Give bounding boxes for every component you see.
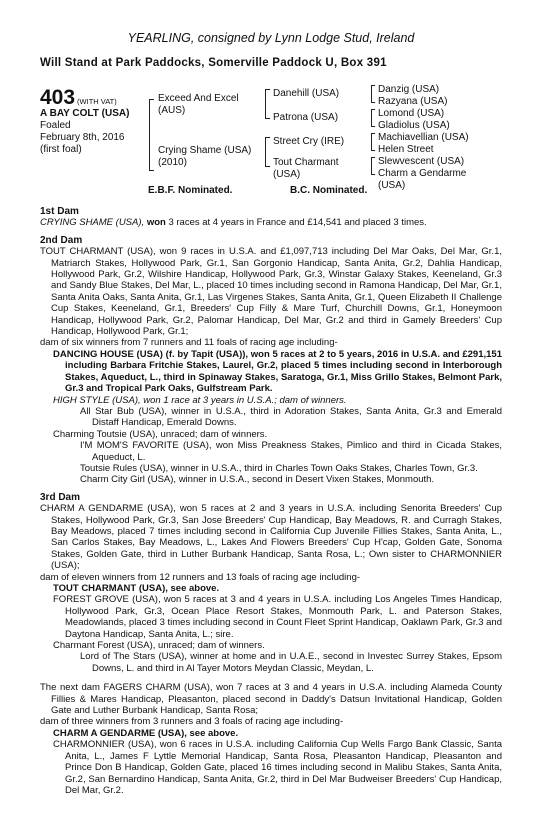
produce-im-moms-favorite: I'M MOM'S FAVORITE (USA), won Miss Preakness Stakes, Pimlico and third in Cicada Stakes, Aqueduct, L. xyxy=(80,440,502,463)
second-dam-produce: dam of six winners from 7 runners and 11 foals of racing age including- xyxy=(40,337,338,349)
pedigree-brace-main xyxy=(149,99,154,171)
pedigree-brace-ggp4 xyxy=(371,157,375,175)
pedigree-ggp: Danzig (USA) xyxy=(378,84,440,95)
produce-charmant-forest: Charmant Forest (USA), unraced; dam of winners. xyxy=(53,640,265,652)
pedigree-dam-dam-country: (USA) xyxy=(273,169,301,180)
produce-record xyxy=(40,206,502,796)
first-foal-note: (first foal) xyxy=(40,144,82,155)
pedigree-ggp: Helen Street xyxy=(378,144,434,155)
produce-forest-grove: FOREST GROVE (USA), won 5 races at 3 and 4 years in U.S.A. including Los Angeles Times Handicap, Hollywood Park, Gr.3, Ocean Place Resort Stakes, Monmouth Park, L. and Paterson Stakes, Meadowlands, placed 3 times including second in Count Fleet Sprint Handicap, Oaklawn Park, Gr.3 and Daytona Handicap, Santa Anita, L.; sire. xyxy=(53,594,502,640)
lot-number: 403 xyxy=(40,86,76,109)
produce-tout-charmant: TOUT CHARMANT (USA), see above. xyxy=(53,583,220,594)
second-dam-heading: 2nd Dam xyxy=(40,234,83,246)
pedigree-ggp: (USA) xyxy=(378,180,406,191)
pedigree-dam-year: (2010) xyxy=(158,157,187,168)
pedigree-sire-country: (AUS) xyxy=(158,105,186,116)
pedigree-ggp: Charm a Gendarme xyxy=(378,168,467,179)
produce-high-style: HIGH STYLE (USA), won 1 race at 3 years in U.S.A.; dam of winners. xyxy=(53,394,347,406)
page-title: YEARLING, consigned by Lynn Lodge Stud, Ireland xyxy=(127,31,415,45)
pedigree-ggp: Razyana (USA) xyxy=(378,96,448,107)
second-dam-record: TOUT CHARMANT (USA), won 9 races in U.S.A. and £1,097,713 including Del Mar Oaks, Del Mar, Gr.1, Matriarch Stakes, Hollywood Park, Gr.1, San Gorgonio Handicap, Santa Anita, Gr.2, Dahlia Handicap, Hollywood Park, Gr.2, Wilshire Handicap, Hollywood Park, Gr.3, Winstar Galaxy Stakes, Keeneland, Gr.3 and Sandy Blue Stakes, Del Mar, L., placed 10 times including second in Ramona Handicap, Del Mar, Gr.1, Santa Anita Oaks, Santa Anita, Gr.1, Las Virgenes Stakes, Santa Anita, Gr.1, Queen Elizabeth II Challenge Cup Stakes, Keeneland, Gr.1, Breeders' Cup Filly & Mare Turf, Churchill Downs, Gr.1, Honeymoon Handicap, Hollywood Park, Gr.2, Palomar Handicap, Del Mar, Gr.2 and third in Gamely Breeders' Cup Handicap, Hollywood Park, Gr.1; xyxy=(40,246,502,338)
next-dam-record: The next dam FAGERS CHARM (USA), won 7 races at 3 and 4 years in U.S.A. including Alameda County Fillies & Mares Handicap, Pleasanton, placed second in Daddy's Datsun Invitational Handicap, Golden Gate and Luther Burbank Handicap, Santa Rosa; xyxy=(40,682,502,717)
produce-charming-toutsie: Charming Toutsie (USA), unraced; dam of winners. xyxy=(53,428,268,440)
pedigree-brace-ggp2 xyxy=(371,109,375,127)
pedigree-brace-ggp1 xyxy=(371,85,375,103)
pedigree-ggp: Lomond (USA) xyxy=(378,108,445,119)
third-dam-heading: 3rd Dam xyxy=(40,491,81,503)
foaled-date: February 8th, 2016 xyxy=(40,132,125,143)
pedigree-ggp: Gladiolus (USA) xyxy=(378,120,450,131)
lot-number-block xyxy=(40,86,117,110)
pedigree-sire: Exceed And Excel xyxy=(158,93,239,104)
produce-charm-city-girl: Charm City Girl (USA), winner in U.S.A., second in Desert Vixen Stakes, Monmouth. xyxy=(80,474,435,486)
produce-charmonnier: CHARMONNIER (USA), won 6 races in U.S.A. including California Cup Wells Fargo Bank Classic, Santa Anita, L., James F Lyttle Memorial Handicap, Santa Rosa, Pleasanton Handicap, Pleasanton and Prince Don B Handicap, Golden Gate, placed 16 times including second in Malibu Stakes, Santa Anita, Gr.2, San Bernardino Handicap, Santa Anita, Gr.2, third in Del Mar Budweiser Breeders' Cup Handicap, Del Mar, Gr.2. xyxy=(53,739,502,796)
section-gap xyxy=(40,674,502,682)
produce-toutsie-rules: Toutsie Rules (USA), winner in U.S.A., third in Charles Town Oaks Stakes, Charles Town, Gr.3. xyxy=(80,462,478,474)
pedigree-ggp: Slewvescent (USA) xyxy=(378,156,465,167)
ebf-nomination: E.B.F. Nominated. xyxy=(148,185,233,196)
pedigree-brace-dam xyxy=(265,137,270,167)
third-dam-produce: dam of eleven winners from 12 runners and 13 foals of racing age including- xyxy=(40,571,361,583)
lot-description: A BAY COLT (USA) xyxy=(40,108,130,119)
pedigree-sire-dam: Patrona (USA) xyxy=(273,112,339,123)
pedigree-brace-sire xyxy=(265,89,270,119)
foaled-label: Foaled xyxy=(40,120,71,131)
pedigree-dam-sire: Street Cry (IRE) xyxy=(273,136,345,147)
pedigree-sire-sire: Danehill (USA) xyxy=(273,88,340,99)
pedigree-ggp: Machiavellian (USA) xyxy=(378,132,469,143)
stand-location: Will Stand at Park Paddocks, Somerville Paddock U, Box 391 xyxy=(40,57,387,69)
produce-all-star-bub: All Star Bub (USA), winner in U.S.A., third in Adoration Stakes, Santa Anita, Gr.3 and Emerald Distaff Handicap, Emerald Downs. xyxy=(80,405,502,429)
produce-charm-a-gendarme: CHARM A GENDARME (USA), see above. xyxy=(53,727,239,739)
pedigree-brace-ggp3 xyxy=(371,133,375,151)
vat-note: (WITH VAT) xyxy=(77,97,117,106)
pedigree-dam: Crying Shame (USA) xyxy=(158,145,252,156)
third-dam-record: CHARM A GENDARME (USA), won 5 races at 2 and 3 years in U.S.A. including Senorita Breeders' Cup Stakes, Hollywood Park, Gr.3, San Jose Breeders' Cup Handicap, Bay Meadows, R. and Curragh Stakes, Bay Meadows, placed 7 times including second in California Cup Juvenile Fillies Stakes, Santa Anita, L., San Carlos Stakes, Bay Meadows, L., Lakes And Flowers Breeders' Cup H'cap, Golden Gate, Sonoma Stakes, Golden Gate, third in Luther Burbank Handicap, Santa Rosa, L.; Own sister to CHARMONNIER (USA); xyxy=(40,503,502,572)
first-dam-heading: 1st Dam xyxy=(40,206,79,217)
pedigree-dam-dam: Tout Charmant xyxy=(273,157,339,168)
next-dam-produce: dam of three winners from 3 runners and 3 foals of racing age including- xyxy=(40,716,344,728)
produce-lord-of-the-stars: Lord of The Stars (USA), winner at home and in U.A.E., second in Investec Surrey Stakes, Epsom Downs, L. and third in Al Tayer Motors Meydan Classic, Meydan, L. xyxy=(80,651,502,674)
bc-nomination: B.C. Nominated. xyxy=(290,185,368,196)
first-dam-record: CRYING SHAME (USA), won 3 races at 4 years in France and £14,541 and placed 3 times. xyxy=(40,217,427,229)
produce-dancing-house: DANCING HOUSE (USA) (f. by Tapit (USA)), won 5 races at 2 to 5 years, 2016 in U.S.A. and £291,151 including Barbara Fritchie Stakes, Laurel, Gr.2, placed 5 times including second in Interborough Stakes, Aqueduct, L., third in Spinaway Stakes, Saratoga, Gr.1, Miss Grillo Stakes, Belmont Park, Gr.3 and Tropical Park Oaks, Gulfstream Park. xyxy=(53,348,502,395)
